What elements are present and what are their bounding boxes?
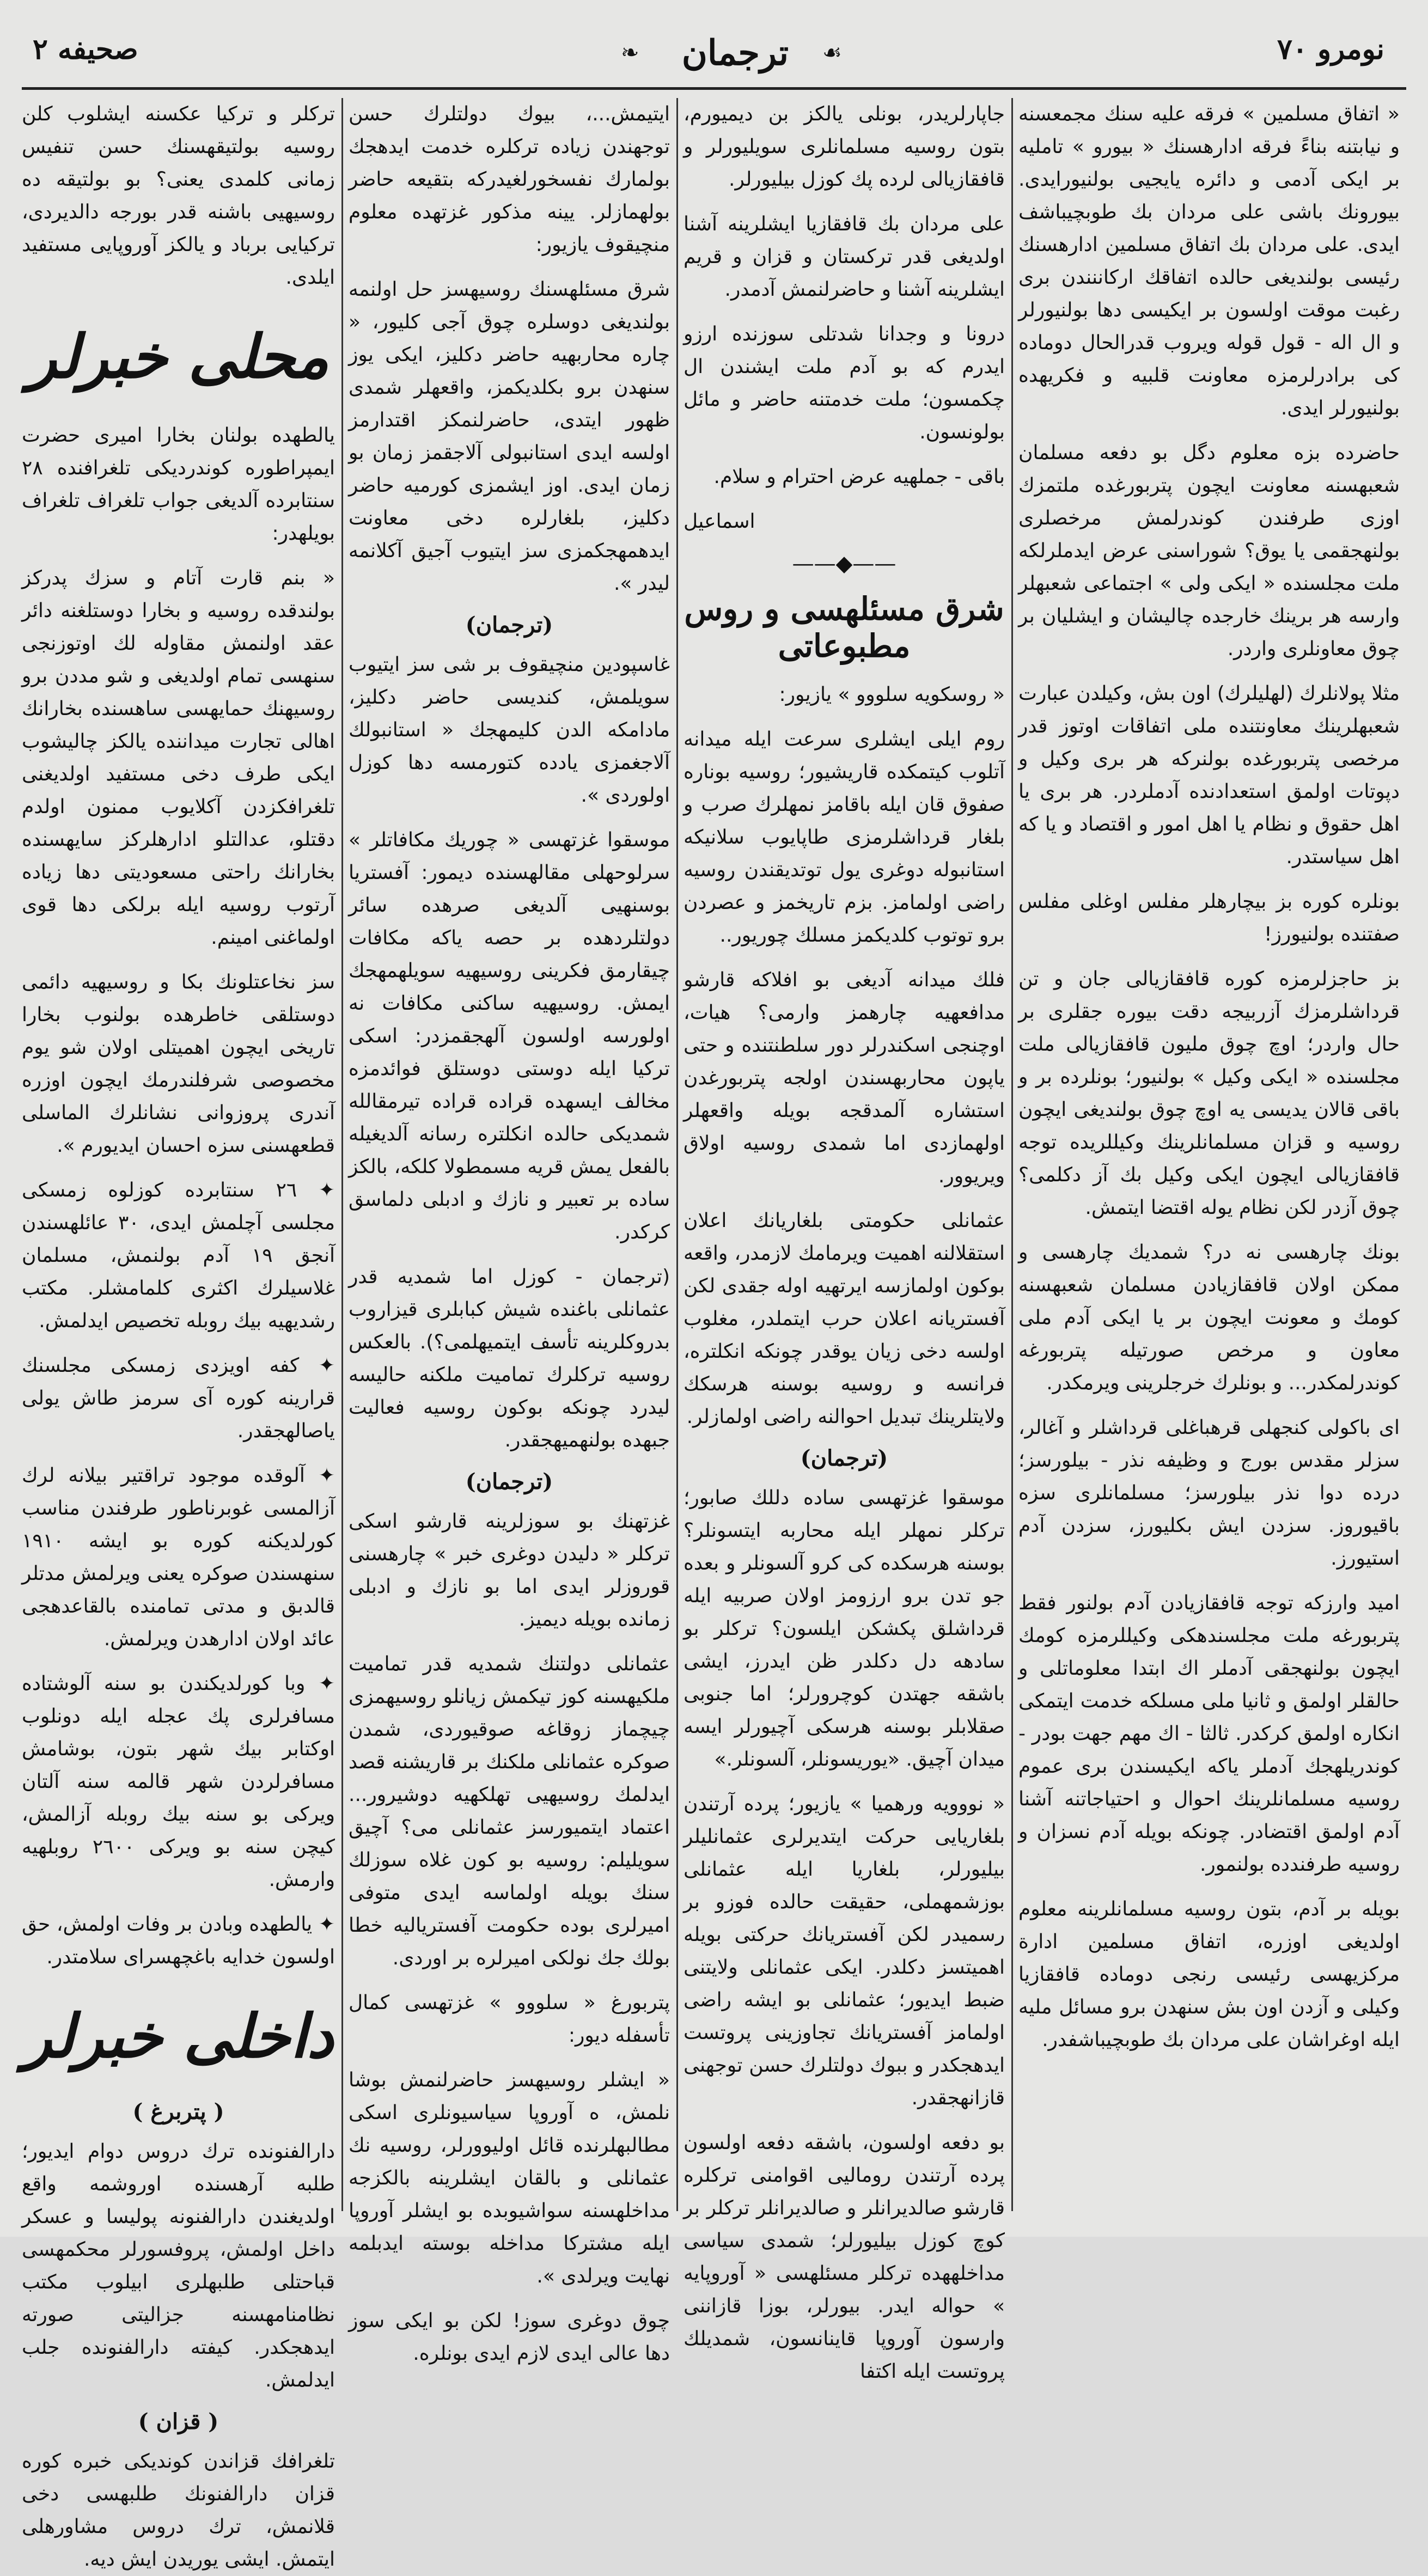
column-rule: [341, 98, 343, 2211]
ornament-left-icon: ❧: [621, 40, 639, 65]
article-paragraph: تركلر و تركيا عكسنه ايشلوب كلن روسيه بولتيقهسنك حسن تنفيس زمانى كلمدى يعنى؟ بو بولتيقه ده روسيهيى باشنه قدر بورجه دالديردى، تركيايى برباد و يالكز آوروپايى مستفيد ايلدى.: [22, 103, 335, 289]
news-item: سز نخاعتلونك بكا و روسيهيه دائمى دوستلقى خاطرهده بولنوب بخارا تاريخى ايچون اهميتلى اولان شو يوم مخصوصى شرفلندرمك ايچون اوزره آندرى پروزوانى نشانلرك الماسلى قطعهسنى سزه احسان ايديورم ».: [22, 971, 335, 1157]
city-subheading: ( قزان ): [138, 2409, 219, 2434]
article-paragraph: ايتيمش...، بيوك دولتلرك حسن توجهندن زياده تركلره خدمت ايدهجك بولمارك نفسخورلغيدركه بتقيعه حاضر بولهمازلر. يينه مذكور غزتهده معلوم منچيقوف يازيور:: [349, 103, 670, 256]
article-paragraph: بونك چارهسى نه در؟ شمديك چارهسى و ممكن اولان قافقازيادن مسلمان شعبهسنه كومك و معونت ايچون بر يا ايكى آدم ملى معاون و مرخص صورتيله پتربورغه كوندرلمكدر... و بونلرك خرجلرينى ويرمكدر.: [1018, 1241, 1400, 1394]
editor-note-tag: (ترجمان): [465, 1469, 553, 1494]
column-rule: [1011, 98, 1013, 2211]
ornament-right-icon: ☙: [822, 40, 842, 65]
news-item: يالطهده بولنان بخارا اميرى حضرت ايمپراطوره كوندرديكى تلغرافنده ٢٨ سنتابرده آلديغى جواب تلغراف تلغراف بويلهدر:: [22, 424, 335, 545]
city-subheading: ( پتربرغ ): [132, 2099, 224, 2125]
article-paragraph: « روسكويه سلووو » يازيور:: [779, 683, 1005, 706]
column-4: [22, 98, 335, 2571]
article-paragraph: غزتهنك بو سوزلرينه قارشو اسكى تركلر « دليدن دوغرى خبر » چارهسنى قوروزلر ايدى اما بو نازك و ادبلى زمانده بويله ديميز.: [349, 1510, 670, 1631]
news-item: ✦ ٢٦ سنتابرده كوزلوه زمسكى مجلسى آچلمش ايدى، ٣٠ عائلهسندن آنجق ١٩ آدم بولنمش، مسلمان غلاسيلرك اكثرى كلمامشلر. مكتب رشديهيه بيك روبله تخصيص ايدلمش.: [22, 1179, 335, 1332]
editor-note-tag: (ترجمان): [465, 612, 553, 638]
news-item: ✦ وبا كورلديكندن بو سنه آلوشتاده مسافرلرى پك عجله ايله دونلوب اوكتابر بيك شهر بتون، بوشامش مسافرلردن شهر قالمه سنه آلتان ويركى بو سنه بيك روبله آزالمش، كيچن سنه بو ويركى ٢٦٠٠ روبلهيه وارمش.: [22, 1672, 335, 1891]
article-paragraph: شرق مسئلهسنك روسيهسز حل اولنمه بولنديغى دوسلره چوق آجى كليور، « چاره محاربهيه حاضر دكليز، ايكى يوز سنهدن برو بكلديكمز، واقعهلر شمدى ظهور ايتدى، حاضرلنمكز اقتدارمز اولسه ايدى استانبولى آلاجقمز زمان بو زمان ايدى. اوز ايشمزى كورميه حاضر دكليز، بلغارلره دخى معاونت ايدهمهجكمزى سز ايتيوب آجيق آكلانمه ليدر ».: [349, 278, 670, 595]
domestic-news-heading: داخلى خبرلر: [23, 2001, 334, 2071]
article-paragraph: بويله بر آدم، بتون روسيه مسلمانلرينه معلوم اولديغى اوزره، اتفاق مسلمين ادارة مركزيهسى رئيسى رنجى دوماده قافقازيا وكيلى و آزدن اون بش سنهدن برو مسائل مليه ايله اوغراشان على مردان بك طوبچيباشفدر.: [1018, 1898, 1400, 2051]
article-paragraph: اميد وارزكه توجه قافقازيادن آدم بولنور فقط پتربورغه ملت مجلسندهكى وكيللرمزه كومك ايچون بولنهجقى آدملر اك ابتدا معلوماتلى و حالقلر اولمق و ثانيا ملى مسلكه خدمت ايتمكى انكاره اولمق كركدر. ثالثا - اك مهم جهت بودر - كوندريلهجك آدملر ياكه ايكيسندن برى عموم روسيه مسلمانلرينك احوال و احتياجاتنه آشنا آدم اولمق اقتضادر. چونكه بويله آدم نسزان و روسيه طرفندده بولنمور.: [1018, 1592, 1400, 1876]
newspaper-title: ترجمان: [681, 33, 789, 74]
issue-number: نومرو ٧٠: [1277, 33, 1384, 66]
article-paragraph: پتربورغ « سلووو » غزتهسى كمال تأسفله ديور:: [349, 1992, 670, 2047]
news-item: تلغرافك قزاندن كونديكى خبره كوره قزان دارالفنونك طلبهسى دخى قلانمش، ترك دروس مشاورهلى ايتمش. ايشى يوريدن ايش ديه.: [22, 2450, 335, 2571]
article-paragraph: باقى - جملهيه عرض احترام و سلام.: [713, 466, 1005, 488]
column-rule: [676, 98, 678, 2211]
article-paragraph: درونا و وجدانا شدتلى سوزنده ارزو ايدرم كه بو آدم ملت ايشندن ال چكمسون؛ ملت خدمتنه حاضر و مائل بولونسون.: [684, 323, 1005, 443]
article-paragraph: « ايشلر روسيهسز حاضرلنمش بوشا نلمش، ه آوروپا سياسيونلرى اسكى مطالبهلرنده قائل اوليوورلر، روسيه نك عثمانلى و بالقان ايشلرينه بالكزجه مداخلهسنه سواشيوبده بو ايشلر آوروپا ايله مشتركا مداخله بوسته ايدبلمه نهايت ويرلدى ».: [349, 2069, 670, 2287]
article-paragraph: بز حاجزلرمزه كوره قافقازيالى جان و تن قرداشلرمزك آزربيجه دقت بيوره جقلرى بر حال واردر؛ اوچ چوق مليون قافقازيالى ملت مجلسنده « ايكى وكيل » بولنيور؛ بونلرده بر و باقى قالان يديسى يه اوچ چوق بولنديغى ايچون روسيه و قزان مسلمانلرينك وكيللريده توجه قافقازيالى ايچون ايكى وكيل بك آز دكلمى؟ چوق آزدر لكن نظام يوله اقتضا ايتمش.: [1018, 968, 1400, 1219]
article-paragraph: « اتفاق مسلمين » فرقه عليه سنك مجمعسنه و نيابتنه بناءً فرقه ادارهسنك « بيورو » تامليه بر ايكى آدمى و دائره يايجيى بولنيورايدى. بيورونك باشى على مردان بك طوبچيباشف ايدى. على مردان بك اتفاق مسلمين ادارهسنك رئيسى بولنديغى حالده اتفاقك اركاننندن برى رغبت موقت اولسون بر ايكيسى دها بولنيورلر و ال اله - قول قوله ويروب قدرالحال دوماده كى برادرلرمزه معاونت قلبيه و فكريهده بولنيورلر ايدى.: [1018, 103, 1400, 419]
article-paragraph: على مردان بك قافقازيا ايشلرينه آشنا اولديغى قدر تركستان و قزان و قريم ايشلرينه آشنا و حاضرلنمش آدمدر.: [684, 213, 1005, 301]
author-signature: اسماعيل: [684, 510, 755, 533]
news-item: دارالفنونده ترك دروس دوام ايديور؛ طلبه آرهسنده اوروشمه واقع اولديغندن دارالفنونه پوليسا و عسكر داخل اولمش، پروفسورلر محكمهسى قباحتلى طلبهلرى ابيلوب مكتب نظامنامهسنه جزاليتى صورته ايدهجكدر. كيفته دارالفنونده جلب ايدلمش.: [22, 2140, 335, 2391]
news-item: ✦ يالطهده وبادن بر وفات اولمش، حق اولسون خدايه باغچهسراى سلامتدر.: [22, 1913, 335, 1968]
article-paragraph: اى باكولى كنجهلى قرهباغلى قرداشلر و آغالر، سزلر مقدس بورج و وظيفه نذر - بيلورسز؛ درده دوا نذر بيلورسز؛ مسلمانلرى سزه باقيوروز. سزدن ايش بكليورز، سزدن آدم استيورز.: [1018, 1417, 1400, 1570]
article-paragraph: فلك ميدانه آديغى بو افلاكه قارشو مدافعهيه چارهمز وارمى؟ هيات، اوچنجى اسكندرلر دور سلطنتنده و حتى ياپون محاربهسندن اولجه پتربورغدن استشاره آلمدقجه بويله واقعهلر اولهمازدى اما شمدى روسيه اولاق ويريوور.: [684, 969, 1005, 1187]
article-paragraph: غاسپودين منچيقوف بر شى سز ايتيوب سويلمش، كنديسى حاضر دكليز، مادامكه الدن كليمهجك « استانبولك آلاجغمزى يادده كتورمسه دها كوزل اولوردى ».: [349, 654, 670, 807]
article-paragraph: حاضرده بزه معلوم دگل بو دفعه مسلمان شعبهسنه معاونت ايچون پتربورغده ملتمزك اوزى طرفندن كوندرلمش مرخصلرى بولنهجقمى يا يوق؟ شوراسنى عرض ايدملرلكه ملت مجلسنده « ايكى ولى » اجتماعى شعبهلر وارسه هر برينك خارجده چاليشان و ايشليان بر چوق معاونلرى واردر.: [1018, 442, 1400, 660]
news-item: ✦ كفه اويزدى زمسكى مجلسنك قرارينه كوره آى سرمز طاش يولى ياصالهجقدر.: [22, 1354, 335, 1442]
article-paragraph: عثمانلى حكومتى بلغاريانك اعلان استقلالنه اهميت ويرمامك لازمدر، واقعه بوكون اولمازسه ايرتهيه اوله جقدى لكن آفستريانه اعلان حرب ايتملدر، مغلوب اولسه دخى زيان يوقدر چونكه انكلتره، فرانسه و روسيه بوسنه هرسكك ولايتلرينك تبديل احوالنه راضى اولمازلر.: [684, 1210, 1005, 1428]
article-paragraph: (ترجمان - كوزل اما شمديه قدر عثمانلى باغنده شيش كبابلرى قيزاروب بدروكلرينه تأسف ايتميهلمى؟). بالعكس روسيه تركلرك تماميت ملكنه حاليسه ليدرد چونكه بوكون روسيه فعاليت جبهده بولنهميهجقدر.: [349, 1266, 670, 1451]
section-heading: شرق مسئلهسى و روس مطبوعاتى: [684, 590, 1004, 664]
article-paragraph: بو دفعه اولسون، باشقه دفعه اولسون پرده آرتندن روماليى اقوامنى تركلره قارشو صالديرانلر و صالديرانلر تركلر بر كوچ كوزل بيليورلر؛ شمدى سياسى مداخلههده تركلر مسئلهسى « آوروپايه » حواله ايدر. بيورلر، بوزا قازاننى وارسون آوروپا قاينانسون، شمديلك پروتست ايله اكتفا: [684, 2132, 1005, 2383]
local-news-heading: محلى خبرلر: [28, 321, 329, 392]
column-2: [684, 98, 1005, 2383]
article-paragraph: جاپارلريدر، بونلى يالكز بن ديميورم، بتون روسيه مسلمانلرى سويليورلر و قافقازيالى لرده پك كوزل بيليورلر.: [684, 103, 1005, 191]
article-paragraph: بونلره كوره بز بيچارهلر مفلس اوغلى مفلس صفتنده بولنيورز!: [1018, 890, 1400, 945]
editor-note-tag: (ترجمان): [800, 1445, 888, 1471]
column-1: [1018, 98, 1400, 2211]
article-paragraph: چوق دوغرى سوز! لكن بو ايكى سوز دها عالى ايدى لازم ايدى بونلره.: [349, 2310, 670, 2365]
news-item: ✦ آلوقده موجود تراقتير بيلانه لرك آزالمسى غوبرناطور طرفندن مناسب كورلديكنه كوره بو ايشه ١٩١٠ سنهسندن صوكره يعنى ويرلمش مدتلر قالدبق و مدتى تمامنده بالقاعدهجى عائد اولان ادارهدن ويرلمش.: [22, 1464, 335, 1650]
column-3: [349, 98, 670, 2365]
article-paragraph: عثمانلى دولتنك شمديه قدر تماميت ملكيهسنه كوز تيكمش زيانلو روسيهمزى چيچماز زوقاغه صوقيوردى، شمدن صوكره عثمانلى ملكنك بر قاريشنه قصد ايدلمك روسيهيى تهلكهيه دوشيرور... اعتماد ايتميورسز عثمانلى مى؟ آچيق سويليلم: روسيه بو كون غلاه سوزلك سنك بويله اولماسه ايدى متوفى اميرلرى بوده حكومت آفسترياليه خطا بولك جك نولكى اميرلره بر اوردى.: [349, 1653, 670, 1969]
article-paragraph: « نووويه ورهميا » يازيور؛ پرده آرتندن بلغاريايى حركت ايتديرلرى عثمانليلر بيليورلر، بلغاريا ايله عثمانلى بوزشمهملى، حقيقت حالده فوزو بر رسميدر لكن آفستريانك حركتى بويله اهميتسز دكلدر. ايكى عثمانلى ولايتنى ضبط ايديور؛ عثمانلى بو ايشه راضى اولمامز آفستريانك تجاوزينى پروتست ايدهجكدر و ببوك دولتلرك حسن توجهنى قازانهجقدر.: [684, 1793, 1005, 2109]
article-paragraph: روم ايلى ايشلرى سرعت ايله ميدانه آتلوب كيتمكده قاريشيور؛ روسيه بوناره صفوق قان ايله باقامز نمهلرك صرب و بلغار قرداشلرمزى طاپايوب سلانيكه استانبوله دوغرى يول توتديقندن روسيه راضى اولمامز. بزم تاريخمز و عصردن برو توتوب كلديكمز مسلك چوريور..: [684, 728, 1005, 947]
masthead: [22, 22, 1406, 90]
section-divider-icon: ——◆——: [792, 551, 896, 576]
news-item: « بنم قارت آتام و سزك پدرکز بولندقده روسيه و بخارا دوستلغنه دائر عقد اولنمش مقاوله لك اوتوزنجى سنهسى تمام اولديغى و شو مددن برو روسيهنك حمايهسى ساهسنده بخارانك اهالى تجارت ميداننده يالكز چاليشوب ايكى طرف دخى مستفيد اولديغنى تلغرافكزدن آكلايوب ممنون اولدم دقتلو، عدالتلو ادارهلرکز سايهسنده بخارانك راحتى مسعوديتى دها زياده آرتوب روسيه ايله برلكى دها قوى اولماغنى امينم.: [22, 567, 335, 949]
article-paragraph: مثلا پولانلرك (لهليلرك) اون بش، وكيلدن عبارت شعبهلرينك معاونتنده ملى اتفاقات اوتوز قدر مرخصى پتربورغده بولنركه هر برى وكيل و دپوتات اولمق استعدادنده آدملردر. هر برى يا اهل حقوق و نظام يا اهل امور و اقتصاد و يا كه اهل سياستدر.: [1018, 682, 1400, 868]
page-number-label: صحيفه ٢: [33, 33, 138, 66]
article-paragraph: موسقوا غزتهسى « چوريك مكافاتلر » سرلوحهلى مقالهسنده ديمور: آفستريا بوسنهيى آلديغى صرهده سائر دولتلردهده بر حصه ياكه مكافات چيقارمق فكرينى روسيهيه سويلهمهجك ايمش. روسيهيه ساكنى مكافات نه اولورسه اولسون آلهجقمزدر: اسكى تركيا ايله دوستى دوستلق فوائدمزه مخالف ايسهده قراده قراده تيرمقالله شمديكى حالده انكلتره رسانه آلديغيله بالفعل يمش قريه مسمطولا كلكه، بالكز ساده بر تعبير و نازك و ادبلى دلماسق كركدر.: [349, 829, 670, 1243]
article-paragraph: موسقوا غزتهسى ساده دللك صابور؛ تركلر نمهلر ايله محاربه ايتسونلر؟ بوسنه هرسكده كى كرو آلسونلر و بعده جو تدن برو ارزومز اولان صربيه ايله قرداشلق پكشكن ايلسون؟ تركلر بو سادهه دل دكلدر ظن ايدرز، ايشى باشقه جهتدن كوچرورلر؛ اما جنوبى صقلابلر بوسنه هرسكى آچيورلر ايسه ميدان آچيق. «يوريسونلر، آلسونلر.»: [684, 1487, 1005, 1771]
